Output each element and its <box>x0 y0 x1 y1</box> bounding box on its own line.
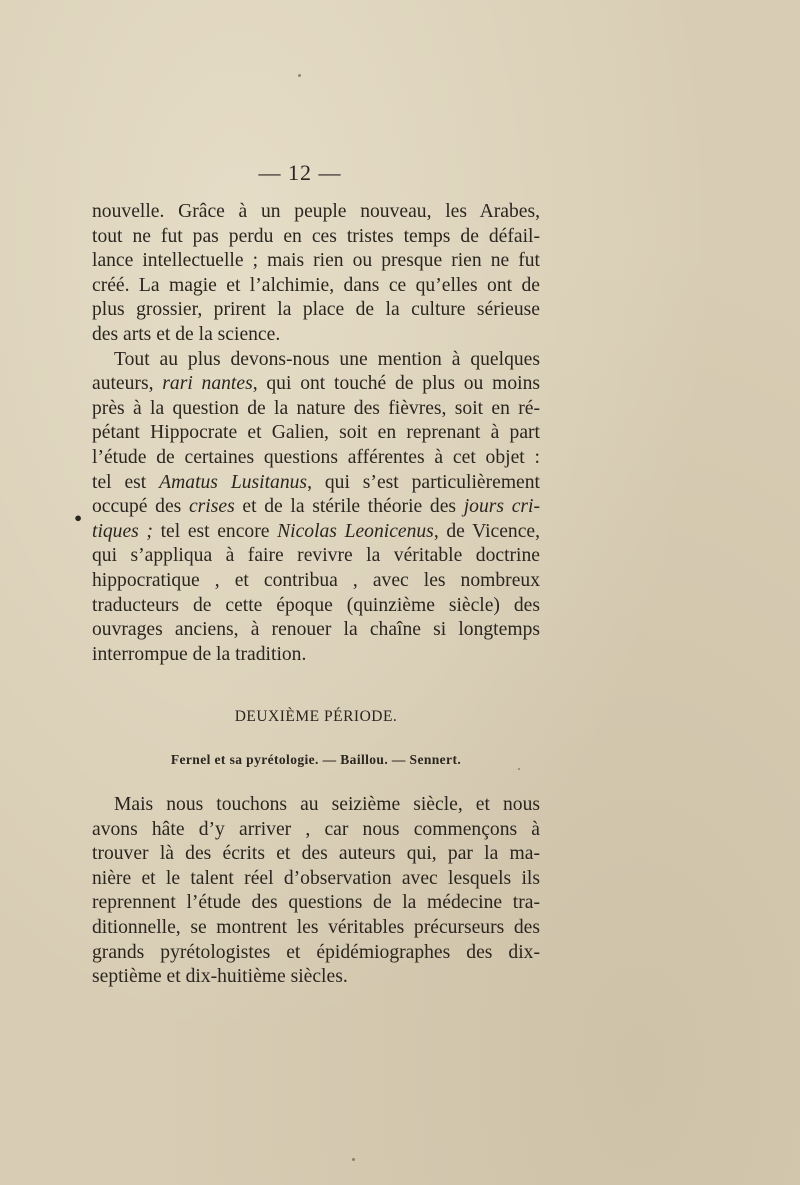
text-line <box>92 372 540 397</box>
paragraph-3 <box>92 793 540 990</box>
text-run: près à la question de la nature des fièvres, soit en ré- <box>92 397 540 419</box>
italic-run: jours cri- <box>463 496 540 518</box>
text-run: ouvrages anciens, à renouer la chaîne si longtemps <box>92 619 540 641</box>
text-line <box>92 569 540 594</box>
text-line <box>92 348 540 373</box>
text-line: nouvelle. Grâce à un peuple nouveau, les Arabes, <box>92 201 540 222</box>
margin-mark: • <box>73 509 84 528</box>
text-line: tout ne fut pas perdu en ces tristes temps de défail- <box>92 225 540 247</box>
text-run: traducteurs de cette époque (quinzième siècle) des <box>92 594 540 616</box>
text-line: lance intellectuelle ; mais rien ou presque rien ne fut <box>92 250 540 272</box>
italic-run: Nicolas Leonicenus <box>277 520 434 542</box>
text-line: grands pyrétologistes et épidémiographes des dix- <box>92 941 540 963</box>
text-line <box>92 471 540 496</box>
text-run: , de Vicence, <box>433 520 541 542</box>
text-line <box>92 544 540 569</box>
text-line <box>92 421 540 446</box>
text-run: occupé des <box>92 496 189 518</box>
italic-run: tiques ; <box>92 520 153 542</box>
text-line <box>92 446 540 471</box>
text-line: avons hâte d’y arriver , car nous commençons à <box>92 818 540 840</box>
text-line <box>92 520 540 545</box>
paper-speck <box>518 768 520 770</box>
text-block-lower <box>92 793 540 990</box>
text-run: pétant Hippocrate et Galien, soit en reprenant à part <box>92 422 540 444</box>
italic-run: rari nantes <box>162 373 253 395</box>
text-run: tel est <box>92 471 160 493</box>
text-block-upper <box>92 200 540 667</box>
section-heading: DEUXIÈME PÉRIODE. <box>234 708 398 725</box>
text-run: hippocratique , et contribua , avec les nombreux <box>92 569 540 591</box>
text-line <box>92 397 540 422</box>
paragraph-1 <box>92 200 540 348</box>
paper-speck <box>352 1158 355 1161</box>
text-run: , qui s’est particulièrement <box>307 471 540 493</box>
italic-run: crises <box>188 496 235 518</box>
text-line: nière et le talent réel d’observation avec lesquels ils <box>92 867 540 889</box>
text-line <box>92 643 540 668</box>
italic-run: Amatus Lusitanus <box>159 471 308 493</box>
text-run: , qui ont touché de plus ou moins <box>252 373 540 395</box>
section-subheading: Fernel et sa pyrétologie. — Baillou. — Sennert. <box>170 752 462 767</box>
paragraph-2 <box>92 348 540 668</box>
text-run: tel est encore <box>152 520 278 542</box>
text-run: l’étude de certaines questions afférentes à cet objet : <box>92 446 540 468</box>
text-run: Tout au plus devons-nous une mention à quelques <box>114 348 540 370</box>
paper-speck <box>298 74 301 77</box>
text-line: plus grossier, prirent la place de la culture sérieuse <box>92 299 540 321</box>
text-line <box>92 495 540 520</box>
text-run: qui s’appliqua à faire revivre la véritable doctrine <box>92 545 540 567</box>
text-line: créé. La magie et l’alchimie, dans ce qu’elles ont de <box>92 274 540 296</box>
text-line: ditionnelle, se montrent les véritables précurseurs des <box>92 916 540 938</box>
text-line: septième et dix-huitième siècles. <box>92 966 348 988</box>
page-number: — 12 — <box>258 160 342 185</box>
text-line: des arts et de la science. <box>92 323 281 345</box>
text-line: reprennent l’étude des questions de la médecine tra- <box>92 892 540 914</box>
text-line: Mais nous touchons au seizième siècle, et nous <box>114 794 540 815</box>
text-run: auteurs, <box>92 373 163 395</box>
text-run: interrompue de la tradition. <box>92 643 307 665</box>
text-line: trouver là des écrits et des auteurs qui, par la ma- <box>92 843 540 865</box>
text-run: et de la stérile théorie des <box>234 496 464 518</box>
text-line <box>92 618 540 643</box>
text-line <box>92 594 540 619</box>
